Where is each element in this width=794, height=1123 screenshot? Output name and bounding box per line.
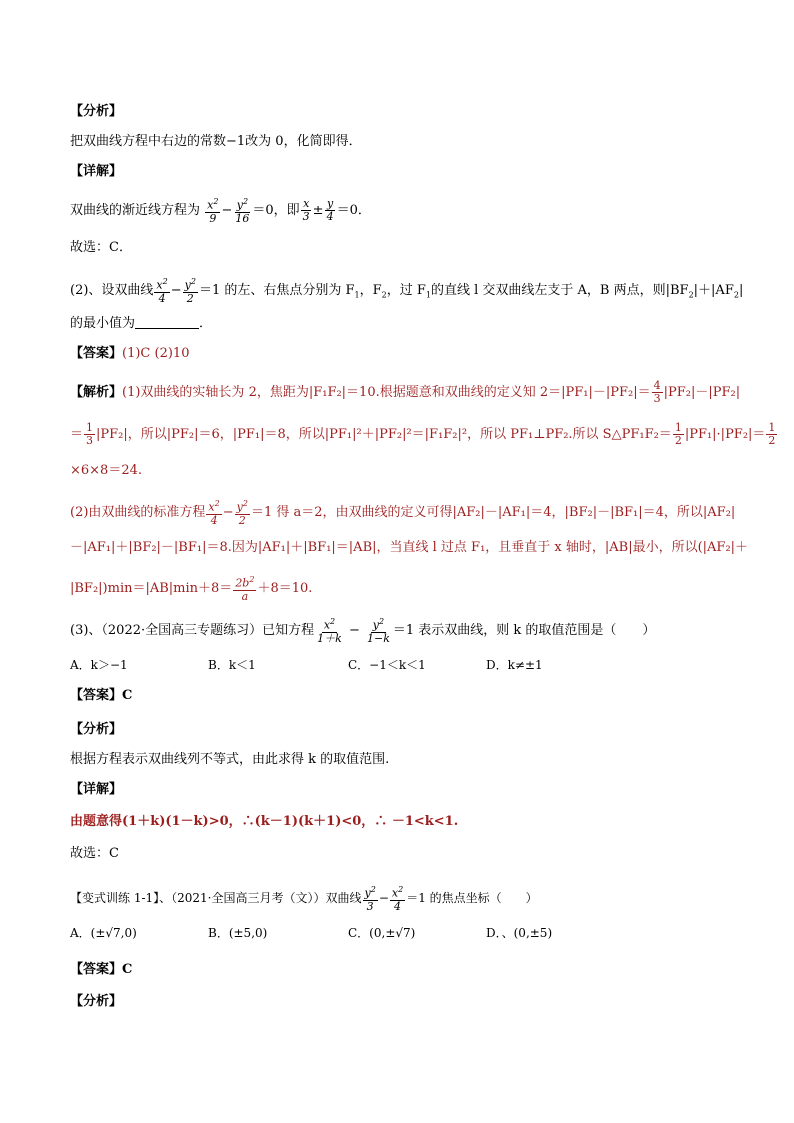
detail-label-2: 【详解】 (70, 782, 123, 797)
choice-text-2: 故选：C (70, 846, 119, 861)
q4-option-a: A．(±√7,0) (70, 926, 137, 940)
explanation-line-2: ＝ $\frac{1}{3}$ |PF₂|，所以|PF₂|＝6，|PF₁|＝8，所以|PF₁|²＋|PF₂|²＝|F₁F₂|²，所以 PF₁⊥PF₂.所以 S△PF₁F₂＝ $\frac{1}{2}$ |PF₁|·|PF₂|＝ $\frac{1}{2}$ (70, 421, 776, 447)
question-4: 【变式训练 1-1】、（2021·全国高三月考（文））双曲线 $\frac{y^2}{3}$ − $\frac{x^2}{4}$ ＝1 的焦点坐标（ ） (70, 885, 538, 913)
analysis-text-2: 根据方程表示双曲线列不等式，由此求得 k 的取值范围. (70, 752, 390, 767)
detail-text-2: 由题意得(1＋k)(1－k)>0，∴(k－1)(k＋1)<0，∴ －1<k<1. (70, 814, 459, 829)
explanation-line-1: 【解析】(1)双曲线的实轴长为 2，焦距为|F₁F₂|＝10.根据题意和双曲线的定义知 2＝|PF₁|－|PF₂|＝ $\frac{4}{3}$ |PF₂|－|PF₂| (70, 379, 741, 405)
answer-2: 【答案】C (70, 688, 133, 703)
q4-option-d: D．、(0,±5) (486, 926, 553, 940)
q3-option-a: A．k＞−1 (70, 658, 128, 672)
question-2-line2: 的最小值为 ． (70, 316, 213, 331)
explanation2-line-2: －|AF₁|＋|BF₂|－|BF₁|＝8.因为|AF₁|＋|BF₁|＝|AB|，当直线 l 过点 F₁，且垂直于 x 轴时，|AB|最小，所以(|AF₂|＋ (70, 540, 749, 555)
q4-option-c: C．(0,±√7) (348, 926, 416, 940)
analysis-text-1: 把双曲线方程中右边的常数−1改为 0，化简即得． (70, 134, 362, 149)
explanation2-line-3: |BF₂|)min＝|AB|min＋8＝ $\frac{2b^2}{a}$ ＋8＝10. (70, 575, 313, 603)
detail-label-1: 【详解】 (70, 164, 123, 179)
q3-option-d: D．k≠±1 (486, 658, 543, 672)
detail-text-1: 双曲线的渐近线方程为 $\frac{x^2}{9}$ − $\frac{y^2}{16}$ ＝0，即 $\frac{x}{3}$ ± $\frac{y}{4}$ ＝0． (70, 196, 371, 225)
explanation2-line-1: (2)由双曲线的标准方程 $\frac{x^2}{4}$ − $\frac{y^2}{2}$ ＝1 得 a＝2，由双曲线的定义可得|AF₂|－|AF₁|＝4，|BF₂|－|BF₁|＝4，所以|AF₂| (70, 499, 736, 527)
analysis-label-2: 【分析】 (70, 722, 123, 737)
analysis-label-1: 【分析】 (70, 104, 123, 119)
explanation-line-3: ×6×8＝24. (70, 463, 143, 478)
q4-option-b: B．(±5,0) (208, 926, 268, 940)
question-2: (2)、设双曲线 $\frac{x^2}{4}$ − $\frac{y^2}{2}$ ＝1 的左、右焦点分别为 $F_1$，$F_2$，过 $F_1$的直线 l 交双曲线左支于 A，B 两点，则$|BF_2|+|AF_2|$ (70, 277, 744, 305)
answer-3: 【答案】C (70, 962, 133, 977)
answer-1: 【答案】(1)C (2)10 (70, 346, 190, 361)
analysis-label-3: 【分析】 (70, 994, 123, 1009)
choice-text-1: 故选：C． (70, 240, 132, 255)
question-3: (3)、（2022·全国高三专题练习）已知方程 $\frac{x^2}{1+k}$ − $\frac{y^2}{1-k}$ ＝1 表示双曲线，则 k 的取值范围是（ ） (70, 617, 656, 645)
q3-option-b: B．k＜1 (208, 658, 256, 672)
q3-option-c: C．−1＜k＜1 (348, 658, 426, 672)
